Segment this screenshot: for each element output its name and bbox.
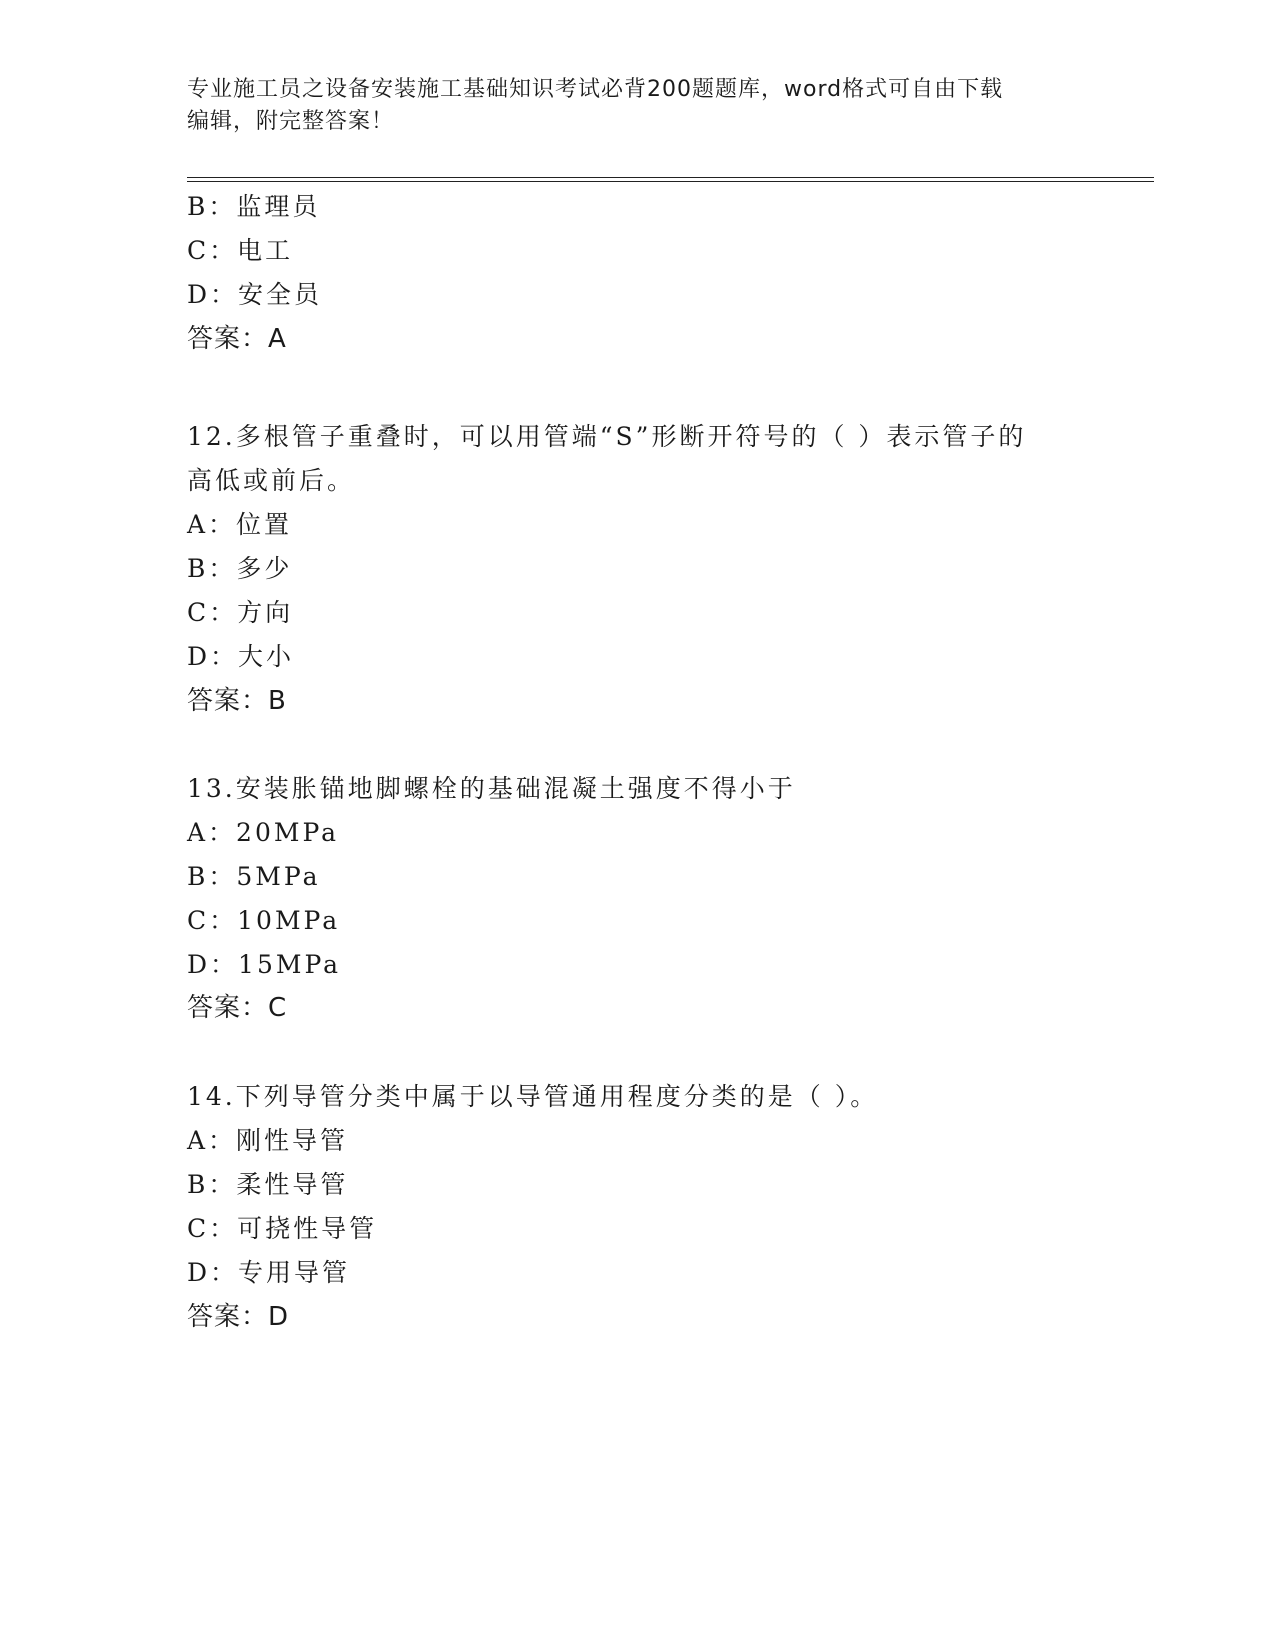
q12-answer: 答案：B bbox=[187, 686, 287, 716]
q14-answer: 答案：D bbox=[187, 1302, 290, 1332]
header-title-line2: 编辑，附完整答案！ bbox=[187, 109, 395, 134]
q14-stem-line1: 14.下列导管分类中属于以导管通用程度分类的是（ ）。 bbox=[187, 1082, 879, 1111]
q12-option-a: A：位置 bbox=[187, 510, 293, 539]
q11-option-d: D：安全员 bbox=[187, 280, 323, 309]
q12-option-d: D：大小 bbox=[187, 642, 295, 671]
q13-option-d: D：15MPa bbox=[187, 950, 342, 979]
q11-option-b: B：监理员 bbox=[187, 192, 321, 221]
q11-answer: 答案：A bbox=[187, 324, 287, 354]
q14-option-a: A：刚性导管 bbox=[187, 1126, 349, 1155]
q12-option-b: B：多少 bbox=[187, 554, 293, 583]
q14-option-d: D：专用导管 bbox=[187, 1258, 351, 1287]
header-title-line1: 专业施工员之设备安装施工基础知识考试必背200题题库，word格式可自由下载 bbox=[187, 77, 1004, 102]
q13-answer: 答案：C bbox=[187, 993, 288, 1023]
q14-option-b: B：柔性导管 bbox=[187, 1170, 349, 1199]
q13-option-b: B：5MPa bbox=[187, 862, 321, 891]
q13-option-c: C：10MPa bbox=[187, 906, 341, 935]
q13-stem-line1: 13.安装胀锚地脚螺栓的基础混凝土强度不得小于 bbox=[187, 774, 796, 803]
header-divider bbox=[187, 177, 1154, 182]
q11-option-c: C：电工 bbox=[187, 236, 294, 265]
q12-stem-line1: 12.多根管子重叠时，可以用管端“S”形断开符号的（ ）表示管子的 bbox=[187, 422, 1027, 451]
q14-option-c: C：可挠性导管 bbox=[187, 1214, 378, 1243]
q12-option-c: C：方向 bbox=[187, 598, 294, 627]
q13-option-a: A：20MPa bbox=[187, 818, 340, 847]
document-header bbox=[187, 74, 1067, 138]
q12-stem-line2: 高低或前后。 bbox=[187, 466, 356, 495]
